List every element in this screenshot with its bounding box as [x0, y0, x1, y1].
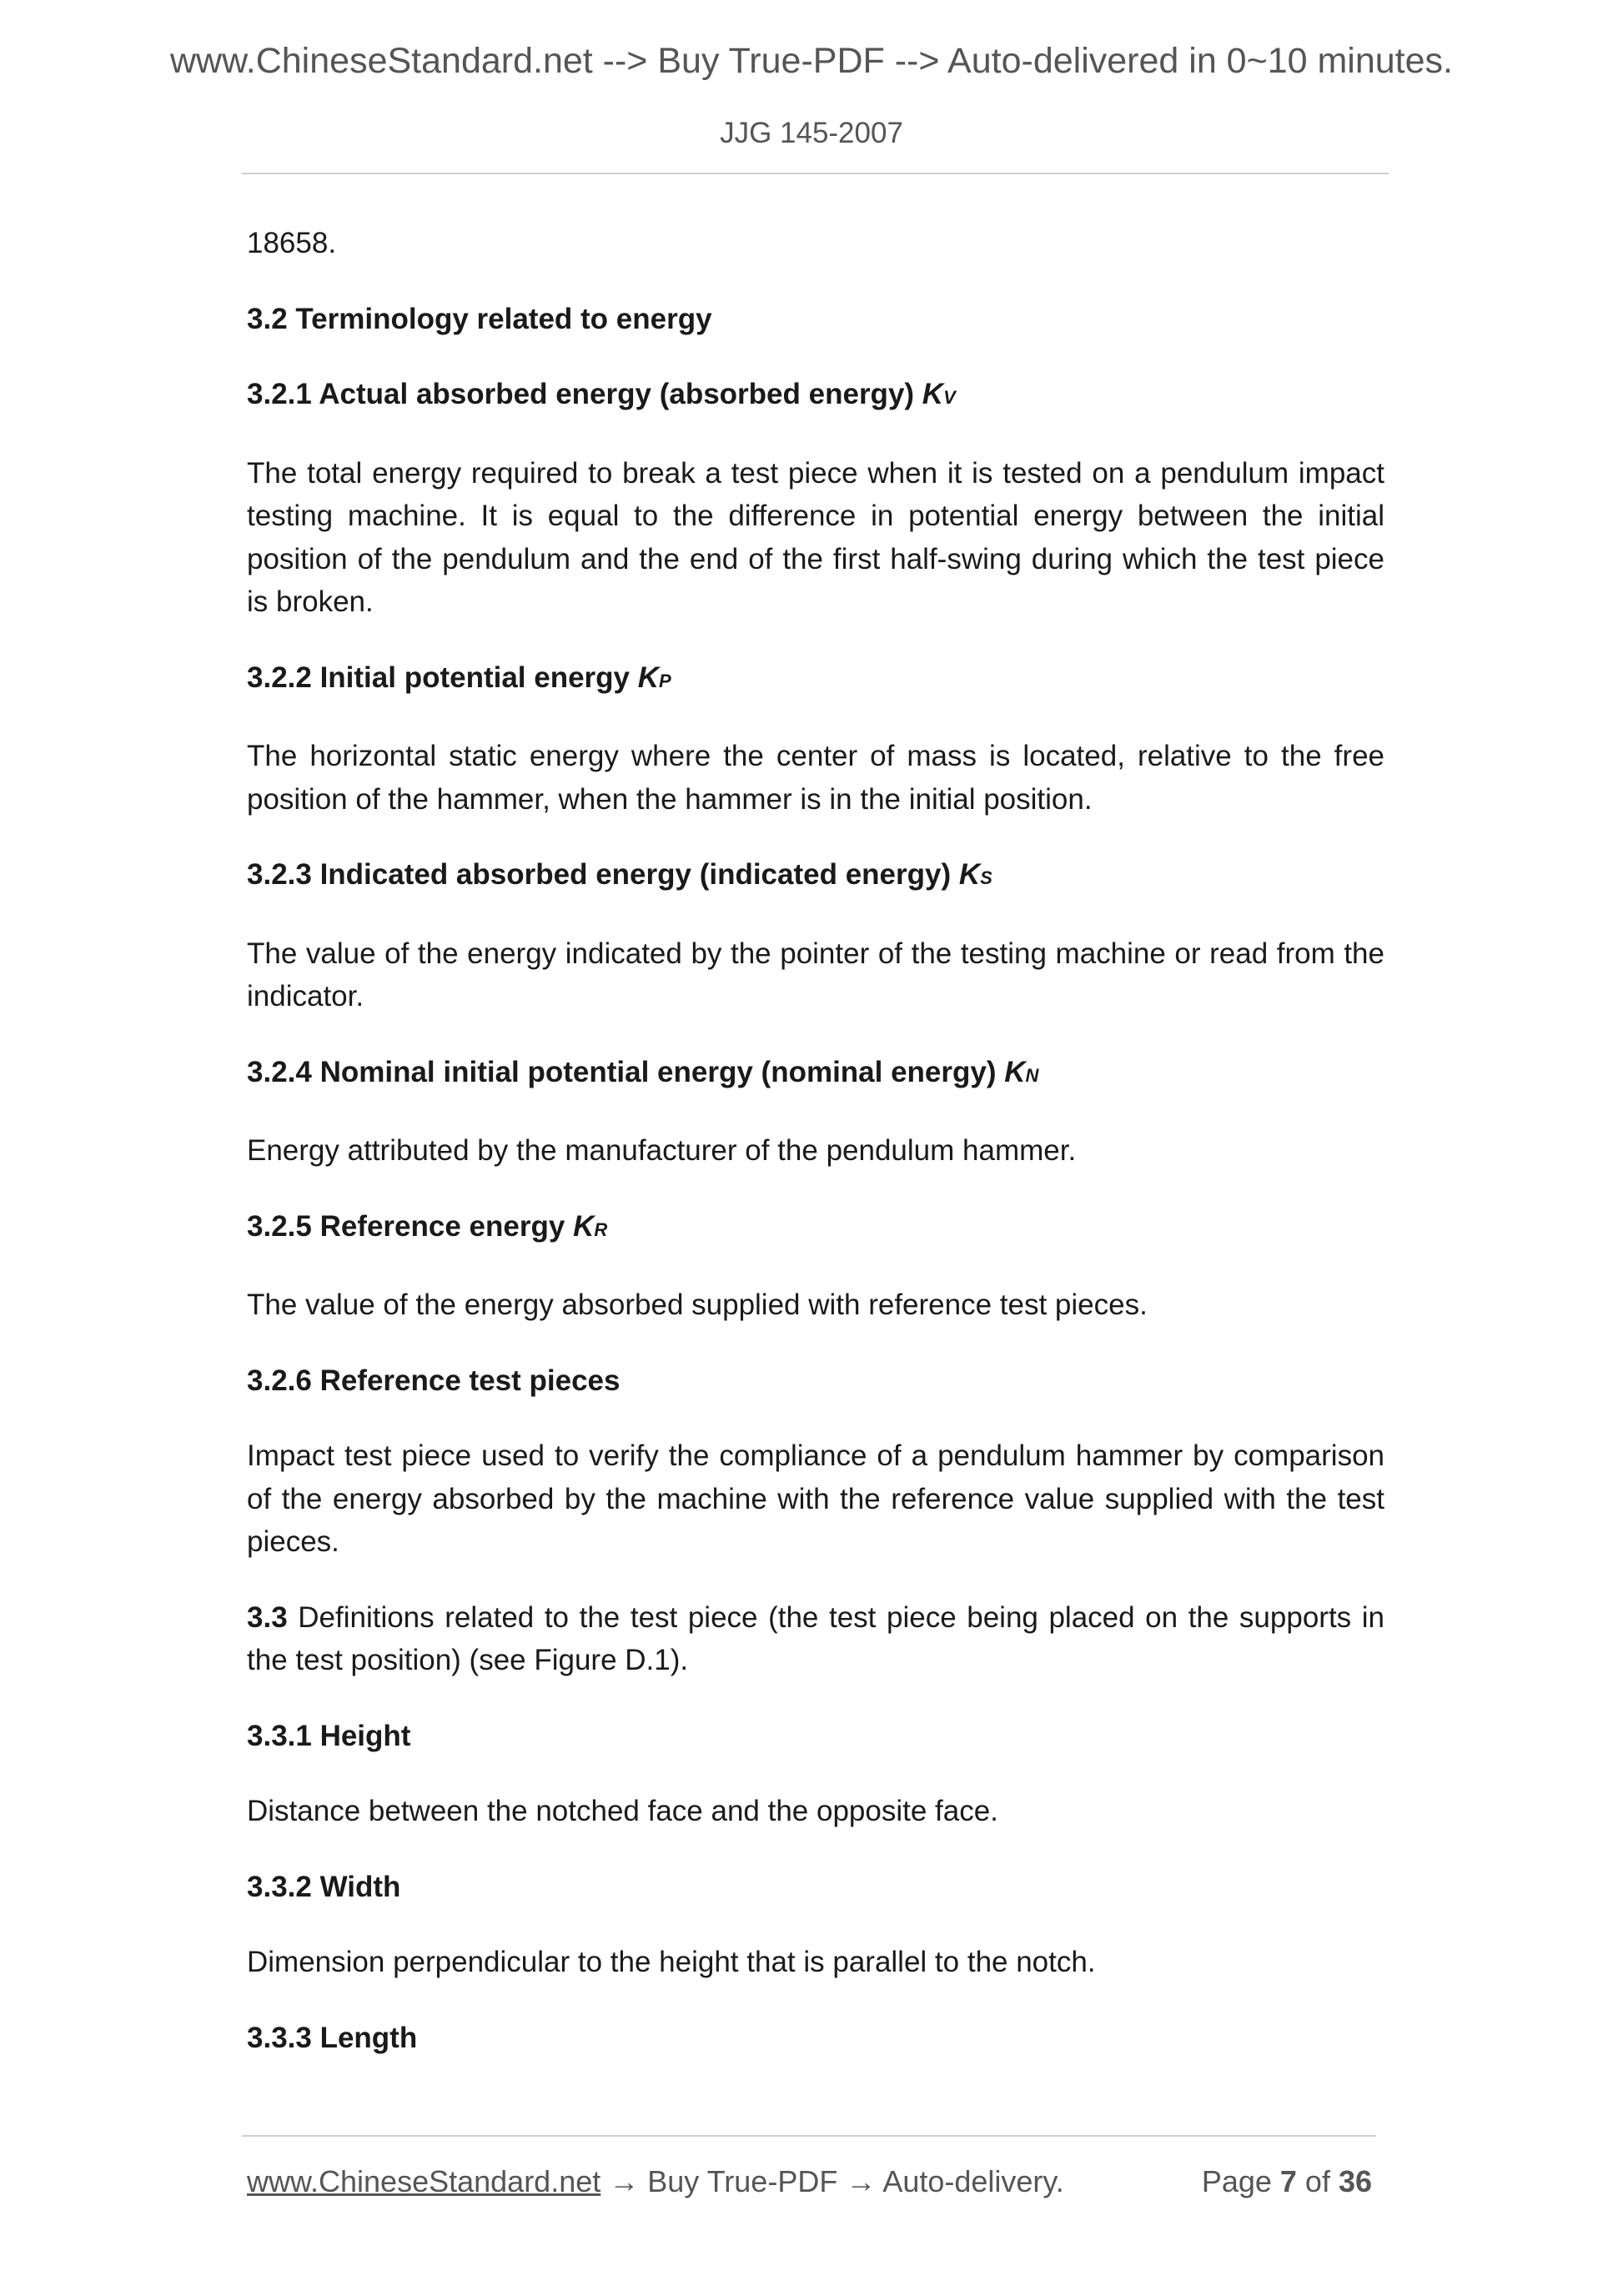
section-3-2-heading: 3.2 Terminology related to energy: [247, 302, 712, 335]
section-3-2-1-text: The total energy required to break a test piece when it is tested on a pendulum impact testing machine. It is equal to the difference in potential energy between the initial position of the pendulum and the end of the first half-swing during which the test piece is broken.: [247, 456, 1384, 618]
section-3-3-2-heading: 3.3.2 Width: [247, 1870, 401, 1903]
section-3-3-2-text: Dimension perpendicular to the height that is parallel to the notch.: [247, 1946, 1096, 1978]
header-divider: [242, 173, 1389, 174]
document-code: JJG 145-2007: [720, 117, 903, 149]
section-3-2-2-heading: 3.2.2 Initial potential energy KP: [247, 661, 671, 694]
section-3-2-3-text: The value of the energy indicated by the pointer of the testing machine or read from the indicator.: [247, 937, 1384, 1012]
section-3-3-1-text: Distance between the notched face and the opposite face.: [247, 1795, 998, 1827]
page-content: [247, 222, 1384, 2092]
section-3-2-5-heading: 3.2.5 Reference energy KR: [247, 1209, 608, 1243]
header-banner: www.ChineseStandard.net --> Buy True-PDF --> Auto-delivered in 0~10 minutes.: [169, 41, 1453, 81]
page-indicator: Page 7 of 36: [1201, 2164, 1372, 2198]
section-3-2-2-text: The horizontal static energy where the center of mass is located, relative to the free position of the hammer, when the hammer is in the initial position.: [247, 740, 1384, 816]
section-3-2-1-heading: 3.2.1 Actual absorbed energy (absorbed energy) KV: [247, 378, 956, 410]
section-3-2-4-heading: 3.2.4 Nominal initial potential energy (nominal energy) KN: [247, 1055, 1039, 1088]
section-3-2-5-text: The value of the energy absorbed supplied with reference test pieces.: [247, 1289, 1148, 1321]
section-3-2-4-text: Energy attributed by the manufacturer of the pendulum hammer.: [247, 1134, 1077, 1167]
footer-tagline: → Buy True-PDF → Auto-delivery.: [600, 2164, 1064, 2198]
page-footer: [247, 2161, 1384, 2203]
section-3-2-6-heading: 3.2.6 Reference test pieces: [247, 1364, 621, 1397]
footer-left: [247, 2161, 1064, 2203]
section-3-3-1-heading: 3.3.1 Height: [247, 1719, 411, 1752]
section-3-2-6-text: Impact test piece used to verify the compliance of a pendulum hammer by comparison of the energy absorbed by the machine with the reference value supplied with the test pieces.: [247, 1439, 1384, 1558]
footer-site-link[interactable]: www.ChineseStandard.net: [247, 2164, 601, 2198]
total-pages: 36: [1338, 2164, 1372, 2198]
section-3-3-text: 3.3 Definitions related to the test piece (the test piece being placed on the supports in the test position) (see Figure D.1).: [247, 1600, 1384, 1676]
section-3-3-3-heading: 3.3.3 Length: [247, 2021, 418, 2054]
current-page: 7: [1279, 2164, 1297, 2198]
section-3-2-3-heading: 3.2.3 Indicated absorbed energy (indicated energy) KS: [247, 858, 992, 891]
intro-text: 18658.: [247, 227, 337, 259]
footer-divider: [242, 2135, 1376, 2137]
